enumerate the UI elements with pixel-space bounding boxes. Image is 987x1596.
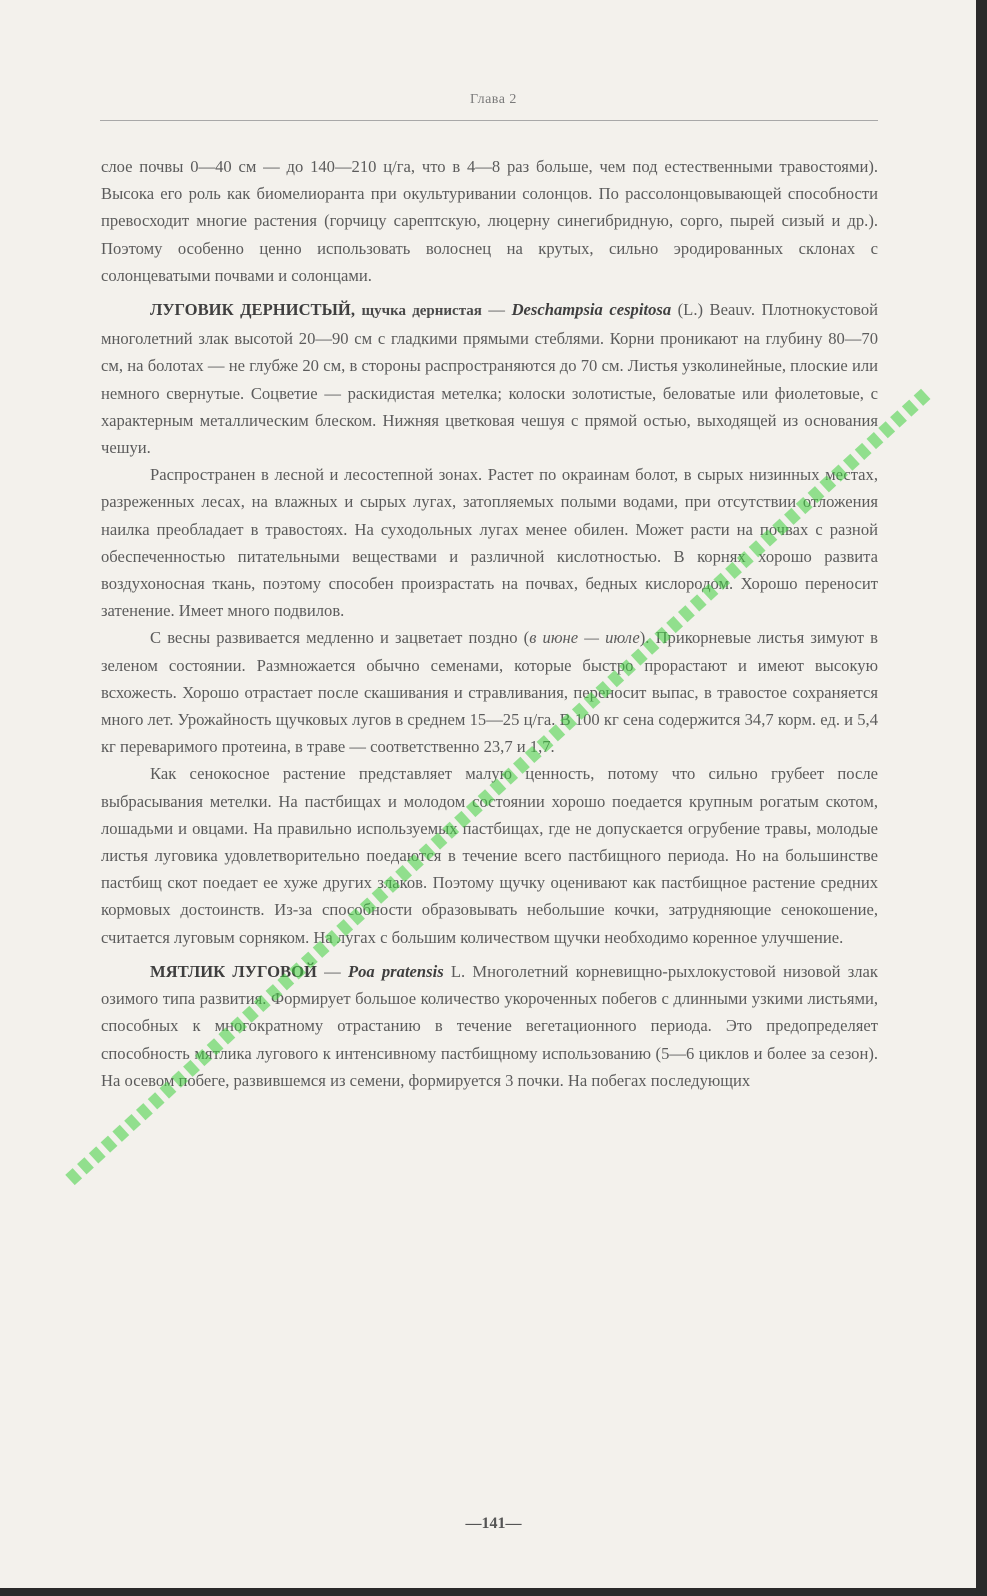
paragraph-1: слое почвы 0—40 см — до 140—210 ц/га, что в 4—8 раз больше, чем под естественными травостоями). Высока его роль как биомелиоранта при окультуривании солонцов. По рассолонцовывающей способности превосходит многие растения (горчицу сарептскую, люцерну синегибридную, сорго, пырей сизый и др.). Поэтому особенно ценно использовать волоснец на крутых, сильно эродированных склонах с солонцеватыми почвами и солонцами.	[101, 157, 878, 285]
scan-edge-right	[976, 0, 987, 1596]
paragraph-4	[101, 624, 878, 760]
p4-italic: в июне — июле	[529, 628, 640, 648]
paragraph-2-luговик	[101, 296, 878, 461]
page-number: —141—	[465, 1515, 522, 1532]
entry-description: L. Многолетний корневищно-рыхлокустовой низовой злак озимого типа развития. Формирует большое количество укороченных побегов с длинными узкими листьями, способных к многократному отрастанию в течение вегетационного периода. Это предопределяет способность мятлика лугового к интенсивному пастбищному использованию (5—6 циклов и более за сезон). На осевом побеге, развившемся из семени, формируется 3 почки. На побегах последующих	[101, 961, 878, 1090]
entry-term: МЯТЛИК ЛУГОВОЙ	[150, 961, 317, 981]
entry-latin-name: Deschampsia cespitosa	[511, 300, 672, 320]
paragraph-6-myatlik	[101, 958, 878, 1094]
p4-text-before: С весны развивается медленно и зацветает поздно (	[150, 628, 530, 648]
paragraph-3: Распространен в лесной и лесостепной зонах. Растет по окраинам болот, в сырых низинных местах, разреженных лесах, на влажных и сырых лугах, затопляемых полыми водами, при отсутствии отложения наилка преобладает в травостоях. На суходольных лугах менее обилен. Может расти на почвах с разной обеспеченностью питательными веществами и различной кислотностью. В корнях хорошо развита воздухоносная ткань, поэтому способен произрастать на почвах, бедных кислородом. Хорошо переносит затенение. Имеет много подвилов.	[101, 465, 878, 621]
p4-text-after: ). Прикорневые листья зимуют в зеленом состоянии. Размножается обычно семенами, которые быстро прорастают и имеют высокую всхожесть. Хорошо отрастает после скашивания и стравливания, переносит выпас, в травостое сохраняется много лет. Урожайность щучковых лугов в среднем 15—25 ц/га. В 100 кг сена содержится 34,7 корм. ед. и 5,4 кг переваримого протеина, в траве — соответственно 23,7 и 1,7.	[101, 628, 879, 757]
entry-dash: —	[316, 961, 348, 981]
scan-edge-bottom	[0, 1588, 987, 1596]
entry-term: ЛУГОВИК ДЕРНИСТЫЙ,	[150, 300, 355, 320]
body-text	[101, 153, 878, 1094]
entry-description: (L.) Beauv. Плотнокустовой многолетний злак высотой 20—90 см с гладкими прямыми стеблями. Корни проникают на глубину 80—70 см, на болотах — не глубже 20 см, в стороны распространяются до 70 см. Листья узколинейные, плоские или немного свернутые. Соцветие — раскидистая метелка; колоски золотистые, беловатые или фиолетовые, с характерным металлическим блеском. Нижняя цветковая чешуя с прямой остью, выходящей из основания чешуи.	[101, 300, 879, 458]
running-head: Глава 2	[470, 92, 517, 107]
entry-latin-name: Poa pratensis	[347, 961, 444, 981]
paragraph-5: Как сенокосное растение представляет малую ценность, потому что сильно грубеет после выбрасывания метелки. На пастбищах и молодом состоянии хорошо поедается крупным рогатым скотом, лошадьми и овцами. На правильно используемых пастбищах, где не допускается огрубение травы, молодые листья луговика удовлетворительно поедаются в течение всего пастбищного периода. Но на большинстве пастбищ скот поедает ее хуже других злаков. Поэтому щучку оценивают как пастбищное растение средних кормовых достоинств. Из-за способности образовывать небольшие кочки, затрудняющие сенокошение, считается луговым сорняком. На лугах с большим количеством щучки необходимо коренное улучшение.	[101, 764, 878, 947]
header-rule	[100, 120, 878, 121]
entry-alt-name: щучка дернистая	[361, 303, 482, 320]
entry-dash: —	[481, 300, 512, 320]
